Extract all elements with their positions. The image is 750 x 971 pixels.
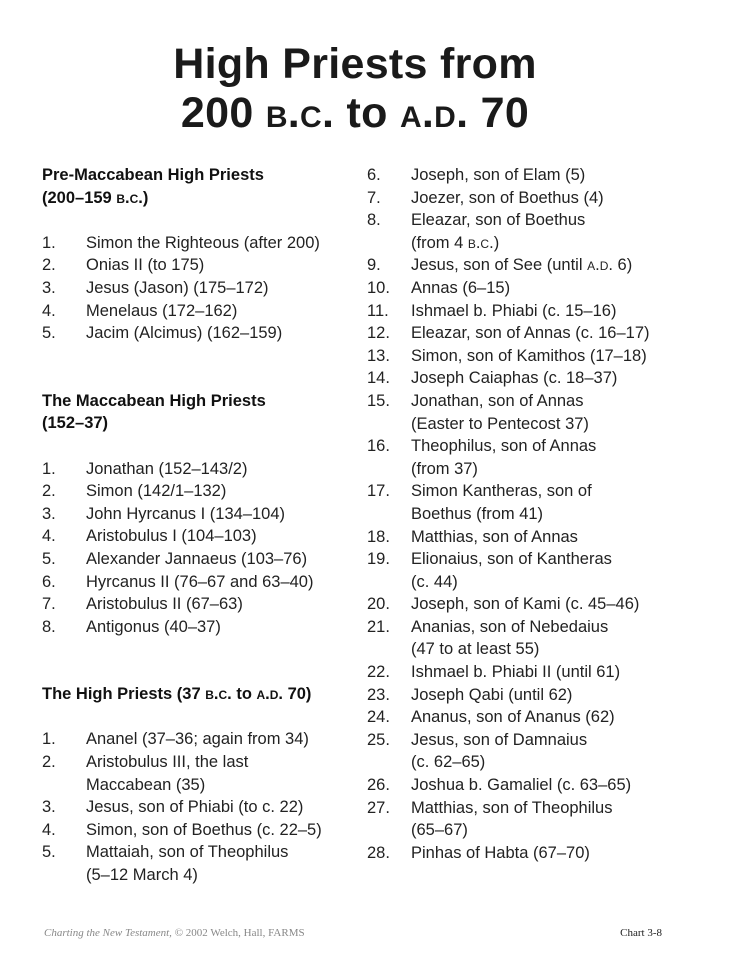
list-item: [367, 187, 712, 210]
title-line-1: High Priests from: [173, 40, 537, 88]
item-number: 7.: [42, 595, 56, 614]
item-number: 14.: [367, 369, 390, 388]
item-text: Boethus (from 41): [411, 504, 544, 523]
heading-text: (200–159: [42, 188, 117, 207]
item-era: a.d.: [587, 256, 613, 275]
item-text: Joseph, son of Kami (c. 45–46): [411, 595, 640, 614]
title-era-bc: b.c.: [265, 89, 335, 137]
list-item: [42, 796, 362, 819]
item-number: 4.: [42, 820, 56, 839]
item-text: Simon, son of Kamithos (17–18): [411, 346, 647, 365]
list-item-continuation: [367, 458, 712, 481]
list-item: [42, 728, 362, 751]
item-number: 3.: [42, 278, 56, 297]
item-number: 17.: [367, 482, 390, 501]
item-number: 4.: [42, 301, 56, 320]
item-number: 21.: [367, 617, 390, 636]
item-text: Aristobulus I (104–103): [86, 527, 257, 546]
item-text: Joseph, son of Elam (5): [411, 166, 586, 184]
item-number: 1.: [42, 730, 56, 749]
item-number: 9.: [367, 256, 381, 275]
item-text: Aristobulus II (67–63): [86, 595, 243, 614]
list-item: [367, 616, 712, 639]
list-item: [42, 232, 362, 255]
item-text: (47 to at least 55): [411, 640, 540, 659]
item-number: 3.: [42, 504, 56, 523]
item-number: 22.: [367, 663, 390, 682]
list-item: [367, 367, 712, 390]
item-text: Ishmael b. Phiabi II (until 61): [411, 663, 621, 682]
item-text: Alexander Jannaeus (103–76): [86, 549, 308, 568]
list-item: [367, 774, 712, 797]
item-number: 15.: [367, 391, 390, 410]
item-number: 27.: [367, 798, 390, 817]
item-text: Annas (6–15): [411, 278, 511, 297]
item-number: 11.: [367, 301, 389, 320]
item-era: b.c.: [467, 233, 494, 252]
list-item: [367, 661, 712, 684]
list-item: [367, 300, 712, 323]
item-text: Hyrcanus II (76–67 and 63–40): [86, 572, 314, 591]
item-number: 8.: [367, 211, 381, 230]
list-item-continuation: [367, 638, 712, 661]
item-text: Menelaus (172–162): [86, 301, 238, 320]
item-text: Mattaiah, son of Theophilus: [86, 843, 289, 862]
list-item: [367, 797, 712, 820]
heading-text: The High Priests (37: [42, 685, 206, 704]
list-item-continuation: [367, 413, 712, 436]
title-to-word: to: [346, 89, 388, 137]
item-number: 5.: [42, 843, 56, 862]
list-item: [42, 819, 362, 842]
list-item-continuation: [367, 819, 712, 842]
section-heading-maccabean: [42, 390, 362, 435]
list-item: [367, 548, 712, 571]
item-text: [411, 232, 712, 255]
section-heading-line: (152–37): [42, 414, 109, 433]
list-item: [42, 458, 362, 481]
item-number: 16.: [367, 437, 390, 456]
heading-era: b.c.: [116, 188, 143, 207]
list-item: [367, 593, 712, 616]
item-number: 8.: [42, 617, 56, 636]
list-item: [367, 842, 712, 865]
item-text: Joezer, son of Boethus (4): [411, 188, 604, 207]
item-text: Ishmael b. Phiabi (c. 15–16): [411, 301, 617, 320]
list-item: [42, 254, 362, 277]
item-number: 2.: [42, 482, 56, 501]
title-line-2: [0, 89, 710, 138]
heading-era: b.c.: [205, 685, 232, 704]
heading-era: a.d.: [256, 685, 283, 704]
right-column: [367, 164, 712, 864]
item-text: (c. 62–65): [411, 753, 486, 772]
item-number: 13.: [367, 346, 390, 365]
list-item: [42, 571, 362, 594]
item-text: Matthias, son of Annas: [411, 527, 578, 546]
heading-text: to: [231, 685, 257, 704]
item-text: Jesus (Jason) (175–172): [86, 278, 269, 297]
item-number: 12.: [367, 324, 390, 343]
section-heading-high-priests: [42, 683, 362, 706]
section-heading-line: Pre-Maccabean High Priests: [42, 166, 264, 184]
list-item: [42, 322, 362, 345]
heading-text: ): [142, 188, 149, 207]
item-text-part: (from 4: [411, 233, 468, 252]
footer-source: [44, 927, 305, 939]
list-item-continuation: [367, 503, 712, 526]
list-item-continuation: [367, 571, 712, 594]
item-text: Elionaius, son of Kantheras: [411, 550, 612, 569]
list-item: [367, 277, 712, 300]
item-number: 19.: [367, 550, 390, 569]
section-heading-pre-maccabean: [42, 164, 362, 209]
list-item: [367, 729, 712, 752]
item-text: Joseph Caiaphas (c. 18–37): [411, 369, 618, 388]
list-item: [367, 480, 712, 503]
footer-copyright: © 2002 Welch, Hall, FARMS: [171, 927, 305, 939]
item-number: 2.: [42, 753, 56, 772]
item-number: 4.: [42, 527, 56, 546]
item-text: Aristobulus III, the last: [86, 753, 249, 772]
item-text-part: ): [493, 233, 500, 252]
item-text: Joseph Qabi (until 62): [411, 685, 573, 704]
item-text: Eleazar, son of Boethus: [411, 211, 586, 230]
title-era-ad: a.d.: [399, 89, 469, 137]
list-item-continuation: [367, 232, 712, 255]
item-text: (5–12 March 4): [86, 866, 198, 885]
item-text: John Hyrcanus I (134–104): [86, 504, 286, 523]
item-text: (65–67): [411, 821, 468, 840]
list-item: [42, 525, 362, 548]
list-item: [367, 322, 712, 345]
list-item: [367, 526, 712, 549]
item-number: 23.: [367, 685, 390, 704]
item-text: Jacim (Alcimus) (162–159): [86, 324, 283, 343]
footer-chart-label: Chart 3-8: [620, 927, 662, 939]
item-number: 20.: [367, 595, 390, 614]
list-item-continuation: [367, 751, 712, 774]
list-item: [42, 593, 362, 616]
section-heading-line: [42, 187, 362, 210]
item-text-part: Jesus, son of See (until: [411, 256, 588, 275]
title-end-year: 70: [480, 89, 530, 137]
item-number: 6.: [367, 166, 381, 184]
item-text: Jonathan, son of Annas: [411, 391, 584, 410]
item-text: Theophilus, son of Annas: [411, 437, 597, 456]
item-text: Ananias, son of Nebedaius: [411, 617, 609, 636]
title-start-year: 200: [180, 89, 254, 137]
list-item: [367, 435, 712, 458]
item-text: Matthias, son of Theophilus: [411, 798, 613, 817]
item-number: 1.: [42, 459, 56, 478]
item-text: Ananel (37–36; again from 34): [86, 730, 309, 749]
list-item: [42, 616, 362, 639]
item-number: 24.: [367, 708, 390, 727]
list-item-continuation: [42, 864, 362, 887]
item-text: [411, 254, 712, 277]
item-text: (c. 44): [411, 572, 458, 591]
item-text: Jonathan (152–143/2): [86, 459, 248, 478]
item-number: 10.: [367, 278, 390, 297]
item-text: (from 37): [411, 459, 478, 478]
item-text-part: 6): [612, 256, 633, 275]
item-text: Joshua b. Gamaliel (c. 63–65): [411, 776, 632, 795]
footer-book-title: Charting the New Testament,: [44, 927, 172, 939]
list-item: [42, 751, 362, 774]
item-text: Onias II (to 175): [86, 256, 205, 275]
left-column: [42, 164, 362, 887]
list-item: [42, 300, 362, 323]
item-text: Jesus, son of Phiabi (to c. 22): [86, 798, 304, 817]
list-item: [42, 480, 362, 503]
item-text: Ananus, son of Ananus (62): [411, 708, 615, 727]
item-number: 5.: [42, 324, 56, 343]
list-item: [367, 254, 712, 277]
item-number: 25.: [367, 730, 390, 749]
item-text: Simon, son of Boethus (c. 22–5): [86, 820, 322, 839]
list-item: [367, 684, 712, 707]
item-number: 26.: [367, 776, 390, 795]
heading-text: 70): [283, 685, 312, 704]
item-number: 2.: [42, 256, 56, 275]
item-number: 18.: [367, 527, 390, 546]
item-number: 5.: [42, 549, 56, 568]
item-text: Simon the Righteous (after 200): [86, 233, 320, 252]
item-number: 7.: [367, 188, 381, 207]
item-number: 6.: [42, 572, 56, 591]
list-item: [42, 841, 362, 864]
list-item-continuation: [42, 774, 362, 797]
list-item: [367, 390, 712, 413]
item-number: 3.: [42, 798, 56, 817]
item-number: 1.: [42, 233, 56, 252]
list-item: [367, 209, 712, 232]
item-text: Simon Kantheras, son of: [411, 482, 592, 501]
page-title: [0, 40, 710, 138]
item-text: Simon (142/1–132): [86, 482, 227, 501]
item-text: Antigonus (40–37): [86, 617, 221, 636]
item-text: Eleazar, son of Annas (c. 16–17): [411, 324, 650, 343]
list-item: [367, 706, 712, 729]
list-item: [42, 503, 362, 526]
list-item: [367, 164, 712, 187]
section-heading-line: The Maccabean High Priests: [42, 391, 266, 410]
list-item: [42, 277, 362, 300]
list-item: [42, 548, 362, 571]
item-text: (Easter to Pentecost 37): [411, 414, 589, 433]
item-text: Pinhas of Habta (67–70): [411, 843, 590, 862]
item-number: 28.: [367, 843, 390, 862]
item-text: Jesus, son of Damnaius: [411, 730, 588, 749]
item-text: Maccabean (35): [86, 775, 206, 794]
list-item: [367, 345, 712, 368]
